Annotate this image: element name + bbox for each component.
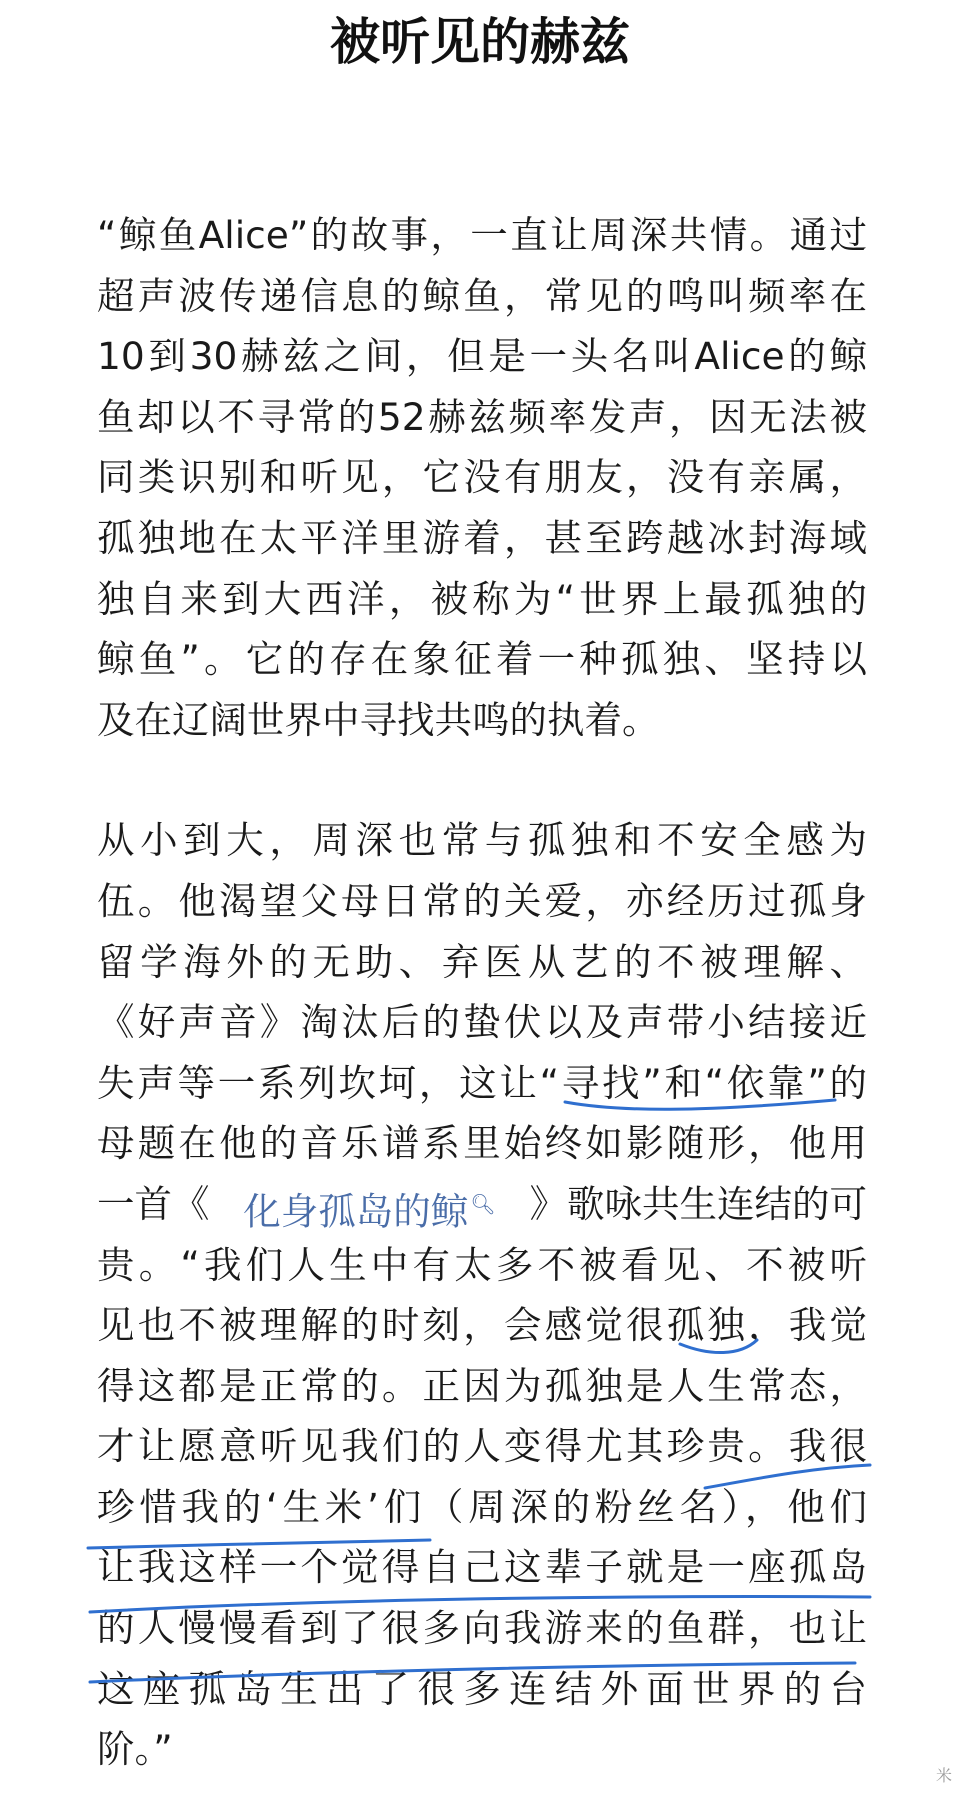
text-line: 独自来到大西洋，被称为“世界上最孤独的 (97, 576, 867, 621)
text-line: 贵。“我们人生中有太多不被看见、不被听 (97, 1242, 867, 1287)
text-line: 《好声音》淘汰后的蛰伏以及声带小结接近 (97, 1000, 867, 1045)
text-line-with-link (97, 1174, 867, 1235)
text-line: 鲸鱼”。它的存在象征着一种孤独、坚持以 (97, 637, 867, 682)
text-line: 见也不被理解的时刻，会感觉很孤独，我觉 (97, 1303, 867, 1348)
text-fragment: 》歌咏共生连结的可 (529, 1181, 867, 1226)
text-line: 母题在他的音乐谱系里始终如影随形，他用 (97, 1121, 867, 1166)
watermark: 米 (935, 1766, 952, 1785)
text-fragment: 一首《 (97, 1181, 210, 1226)
text-line: 鱼却以不寻常的52赫兹频率发声，因无法被 (97, 394, 867, 439)
text-line: 孤独地在太平洋里游着，甚至跨越冰封海域 (97, 515, 867, 560)
song-link-label: 化身孤岛的鲸 (243, 1189, 469, 1234)
text-line: 10到30赫兹之间，但是一头名叫Alice的鲸 (97, 334, 867, 379)
search-icon: 🔍︎ (470, 1191, 496, 1216)
page-title: 被听见的赫兹 (330, 13, 630, 71)
text-line: 才让愿意听见我们的人变得尤其珍贵。我很 (97, 1424, 867, 1469)
text-line: 让我这样一个觉得自己这辈子就是一座孤岛 (97, 1545, 867, 1590)
paragraph-1 (97, 205, 867, 750)
text-line: 失声等一系列坎坷，这让“寻找”和“依靠”的 (97, 1060, 867, 1105)
text-line: 的人慢慢看到了很多向我游来的鱼群，也让 (97, 1606, 867, 1651)
text-line: 珍惜我的‘生米’们（周深的粉丝名），他们 (97, 1484, 867, 1529)
article-body (97, 205, 867, 1780)
text-line: 留学海外的无助、弃医从艺的不被理解、 (97, 939, 867, 984)
text-line: 从小到大，周深也常与孤独和不安全感为 (97, 818, 867, 863)
text-line: 这座孤岛生出了很多连结外面世界的台 (97, 1666, 867, 1711)
text-line: 及在辽阔世界中寻找共鸣的执着。 (97, 697, 660, 742)
text-line: 阶。” (97, 1727, 173, 1772)
text-line: “鲸鱼Alice”的故事，一直让周深共情。通过 (97, 213, 867, 257)
song-link[interactable] (243, 1174, 495, 1235)
text-line: 同类识别和听见，它没有朋友，没有亲属， (97, 455, 867, 500)
text-line: 得这都是正常的。正因为孤独是人生常态， (97, 1363, 867, 1408)
text-line: 超声波传递信息的鲸鱼，常见的鸣叫频率在 (97, 273, 867, 318)
paragraph-2 (97, 810, 867, 1780)
text-line: 伍。他渴望父母日常的关爱，亦经历过孤身 (97, 878, 867, 923)
